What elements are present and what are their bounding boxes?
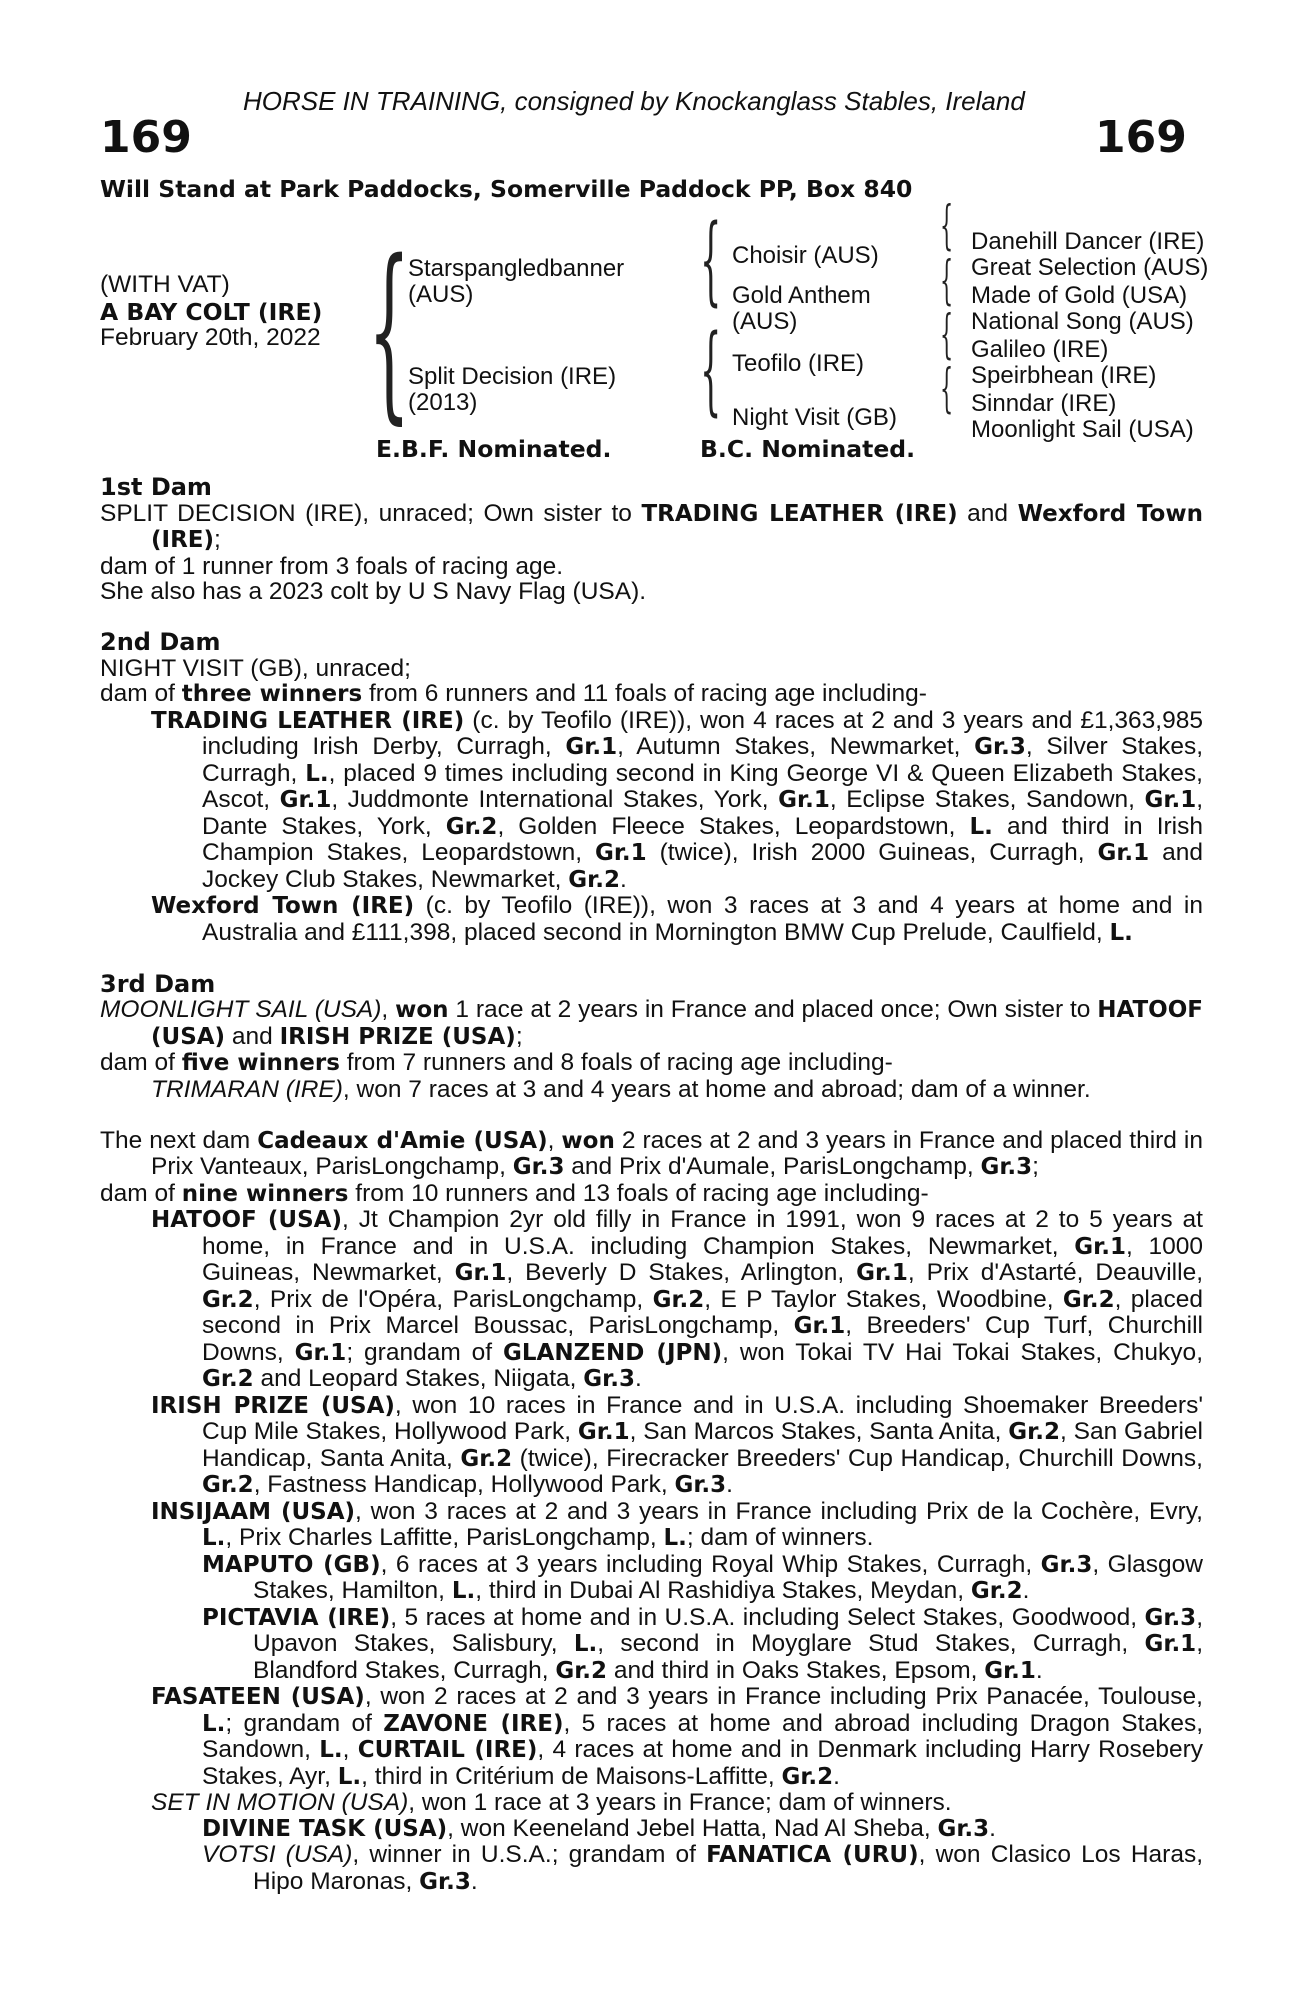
produce-pictavia: PICTAVIA (IRE), 5 races at home and in U.S.A. including Select Stakes, Goodwood, Gr.3, Upavon Stakes, Salisbury, L., second in Moyglare Stud Stakes, Curragh, Gr.1, Blandford Stakes, Curragh, Gr.2 and third in Oaks Stakes, Epsom, Gr.1. — [202, 1603, 1203, 1684]
pedigree-ggp-2: Great Selection (AUS) — [971, 254, 1209, 281]
first-dam-note: She also has a 2023 colt by U S Navy Flag (USA). — [100, 578, 647, 605]
second-dam-produce: dam of three winners from 6 runners and 11 foals of racing age including- — [100, 680, 927, 707]
consignment-line: HORSE IN TRAINING, consigned by Knockanglass Stables, Ireland — [243, 86, 1025, 116]
produce-trimaran: TRIMARAN (IRE), won 7 races at 3 and 4 years at home and abroad; dam of a winner. — [151, 1075, 1091, 1103]
pedigree-ggp-7: Sinndar (IRE) — [971, 390, 1117, 417]
pedigree-brace-dd: { — [940, 359, 954, 419]
ebf-nomination: E.B.F. Nominated. — [376, 435, 612, 463]
pedigree-ggp-3: Made of Gold (USA) — [971, 282, 1188, 309]
pedigree-ggp-1: Danehill Dancer (IRE) — [971, 228, 1205, 255]
produce-hatoof: HATOOF (USA), Jt Champion 2yr old filly in France in 1991, won 9 races at 2 to 5 years at home, in France and in U.S.A. including Champion Stakes, Newmarket, Gr.1, 1000 Guineas, Newmarket, Gr.1, Beverly D Stakes, Arlington, Gr.1, Prix d'Astarté, Deauville, Gr.2, Prix de l'Opéra, ParisLongchamp, Gr.2, E P Taylor Stakes, Woodbine, Gr.2, placed second in Prix Marcel Boussac, ParisLongchamp, Gr.1, Breeders' Cup Turf, Churchill Downs, Gr.1; grandam of GLANZEND (JPN), won Tokai TV Hai Tokai Stakes, Chukyo, Gr.2 and Leopard Stakes, Niigata, Gr.3. — [151, 1206, 1203, 1392]
pedigree-brace-sd: { — [940, 251, 954, 311]
third-dam-heading: 3rd Dam — [100, 969, 216, 998]
first-dam-foals: dam of 1 runner from 3 foals of racing age. — [100, 552, 564, 580]
pedigree-ggp-8: Moonlight Sail (USA) — [971, 416, 1194, 443]
pedigree-ggp-6: Speirbhean (IRE) — [971, 362, 1157, 389]
lot-number-right: 169 — [1095, 112, 1187, 163]
next-dam-produce: dam of nine winners from 10 runners and 13 foals of racing age including- — [100, 1179, 929, 1207]
pedigree-brace-ss: { — [940, 196, 954, 256]
next-dam-line: The next dam Cadeaux d'Amie (USA), won 2 races at 2 and 3 years in France and placed third in Prix Vanteaux, ParisLongchamp, Gr.3 and Prix d'Aumale, ParisLongchamp, Gr.3; — [100, 1126, 1203, 1180]
pedigree-brace-dam: { — [700, 314, 722, 426]
vat-note: (WITH VAT) — [100, 271, 230, 298]
lot-number-left: 169 — [100, 112, 192, 163]
first-dam-heading: 1st Dam — [100, 473, 212, 501]
horse-dob: February 20th, 2022 — [100, 324, 321, 351]
pedigree-brace-ds: { — [940, 305, 954, 365]
pedigree-sire-sire: Choisir (AUS) — [732, 242, 879, 269]
produce-insijaam: INSIJAAM (USA), won 3 races at 2 and 3 years in France including Prix de la Cochère, Evry, L., Prix Charles Laffitte, ParisLongchamp, L.; dam of winners. — [151, 1497, 1203, 1551]
produce-votsi: VOTSI (USA), winner in U.S.A.; grandam of FANATICA (URU), won Clasico Los Haras, Hipo Maronas, Gr.3. — [202, 1841, 1204, 1895]
pedigree-sire-dam: Gold Anthem (AUS) — [732, 282, 871, 335]
produce-divine-task: DIVINE TASK (USA), won Keeneland Jebel Hatta, Nad Al Sheba, Gr.3. — [202, 1814, 996, 1842]
produce-maputo: MAPUTO (GB), 6 races at 3 years including Royal Whip Stakes, Curragh, Gr.3, Glasgow Stakes, Hamilton, L., third in Dubai Al Rashidiya Stakes, Meydan, Gr.2. — [202, 1550, 1203, 1604]
pedigree-ggp-5: Galileo (IRE) — [971, 336, 1109, 363]
produce-wexford-town: Wexford Town (IRE) (c. by Teofilo (IRE)), won 3 races at 3 and 4 years at home and in Australia and £111,398, placed second in Mornington BMW Cup Prelude, Caulfield, L. — [151, 892, 1203, 946]
pedigree-dam-sire: Teofilo (IRE) — [732, 350, 865, 377]
third-dam-line: MOONLIGHT SAIL (USA), won 1 race at 2 years in France and placed once; Own sister to HATOOF (USA) and IRISH PRIZE (USA); — [100, 996, 1203, 1050]
pedigree-brace-main: { — [368, 220, 411, 441]
second-dam-line: NIGHT VISIT (GB), unraced; — [100, 654, 411, 682]
bc-nomination: B.C. Nominated. — [700, 435, 916, 463]
pedigree-sire: Starspangledbanner (AUS) — [408, 255, 625, 308]
second-dam-heading: 2nd Dam — [100, 628, 221, 656]
produce-trading-leather: TRADING LEATHER (IRE) (c. by Teofilo (IRE)), won 4 races at 2 and 3 years and £1,363,985 including Irish Derby, Curragh, Gr.1, Autumn Stakes, Newmarket, Gr.3, Silver Stakes, Curragh, L., placed 9 times including second in King George VI & Queen Elizabeth Stakes, Ascot, Gr.1, Juddmonte International Stakes, York, Gr.1, Eclipse Stakes, Sandown, Gr.1, Dante Stakes, York, Gr.2, Golden Fleece Stakes, Leopardstown, L. and third in Irish Champion Stakes, Leopardstown, Gr.1 (twice), Irish 2000 Guineas, Curragh, Gr.1 and Jockey Club Stakes, Newmarket, Gr.2. — [151, 706, 1204, 893]
third-dam-produce: dam of five winners from 7 runners and 8 foals of racing age including- — [100, 1049, 893, 1076]
catalogue-body — [100, 475, 1203, 1895]
produce-irish-prize: IRISH PRIZE (USA), won 10 races in France and in U.S.A. including Shoemaker Breeders' Cup Mile Stakes, Hollywood Park, Gr.1, San Marcos Stakes, Santa Anita, Gr.2, San Gabriel Handicap, Santa Anita, Gr.2 (twice), Firecracker Breeders' Cup Handicap, Churchill Downs, Gr.2, Fastness Handicap, Hollywood Park, Gr.3. — [151, 1391, 1204, 1498]
pedigree-brace-sire: { — [700, 204, 722, 316]
pedigree-dam: Split Decision (IRE) (2013) — [408, 363, 617, 416]
pedigree-ggp-4: National Song (AUS) — [971, 308, 1194, 335]
stand-location: Will Stand at Park Paddocks, Somerville Paddock PP, Box 840 — [100, 175, 913, 203]
horse-name: A BAY COLT (IRE) — [100, 298, 323, 326]
pedigree-dam-dam: Night Visit (GB) — [732, 404, 897, 431]
produce-set-in-motion: SET IN MOTION (USA), won 1 race at 3 years in France; dam of winners. — [151, 1789, 952, 1816]
first-dam-line: SPLIT DECISION (IRE), unraced; Own sister to TRADING LEATHER (IRE) and Wexford Town (IRE); — [100, 499, 1203, 553]
produce-fasateen: FASATEEN (USA), won 2 races at 2 and 3 years in France including Prix Panacée, Toulouse, L.; grandam of ZAVONE (IRE), 5 races at home and abroad including Dragon Stakes, Sandown, L., CURTAIL (IRE), 4 races at home and in Denmark including Harry Rosebery Stakes, Ayr, L., third in Critérium de Maisons-Laffitte, Gr.2. — [151, 1683, 1203, 1790]
